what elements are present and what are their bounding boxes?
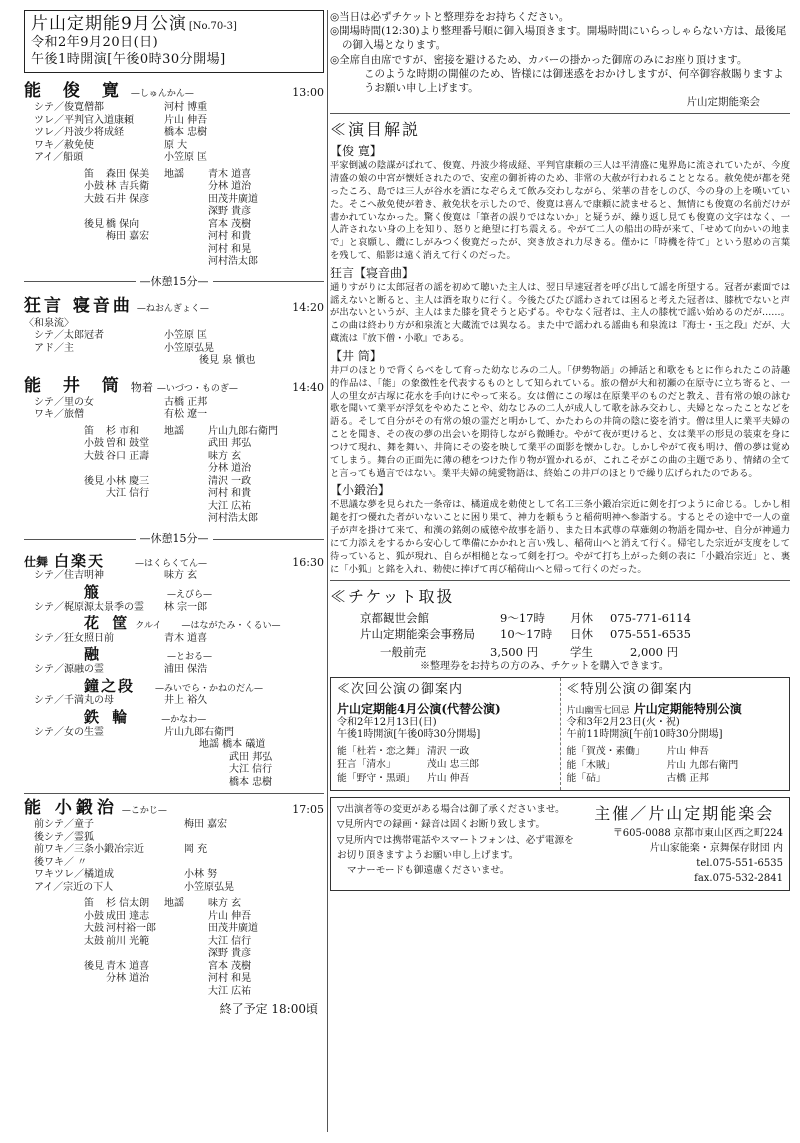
jiutai-name: 武田 邦弘 xyxy=(229,751,273,763)
shimai-cast xyxy=(24,602,324,615)
staff-part: 笛 xyxy=(84,898,94,910)
staff-part xyxy=(164,194,208,207)
staff-part: 小鼓 xyxy=(84,438,104,450)
staff-name: 河村裕一郎 xyxy=(106,923,156,935)
program-shunkan xyxy=(24,81,324,269)
program-time: 13:00 xyxy=(292,85,324,99)
next-actor: 茂山 忠三郎 xyxy=(427,759,480,771)
intermission xyxy=(24,532,324,546)
staff-part xyxy=(84,231,106,244)
staff-name: 杉 信太朗 xyxy=(106,898,150,910)
info-column xyxy=(330,10,790,1136)
jiutai-name: 橋本 忠樹 xyxy=(229,776,273,788)
footer-notes xyxy=(331,798,588,890)
special-actor: 片山 九郎右衛門 xyxy=(666,759,739,771)
staff-part xyxy=(164,438,208,451)
role: シテ／千満丸の母 xyxy=(34,695,114,707)
next-play: 能「野守・黒頭」 xyxy=(337,773,416,785)
staff-part xyxy=(84,513,106,526)
special-actor: 片山 伸吾 xyxy=(666,745,709,757)
program-time: 14:40 xyxy=(292,380,324,394)
special-play: 能「木賊」 xyxy=(566,759,616,771)
special-actor: 古橋 正邦 xyxy=(666,773,709,785)
staff-name: 大江 信行 xyxy=(106,488,150,500)
staff-name: 河村浩太郎 xyxy=(208,513,258,525)
program-reading: —ねおんぎょく— xyxy=(136,304,209,315)
performer: 小笠原弘晃 xyxy=(184,881,234,893)
program-title: 能 井 筒 xyxy=(24,375,127,396)
shimai-time: 16:30 xyxy=(292,555,324,569)
staff-name: 曽和 鼓堂 xyxy=(106,438,150,450)
cast-list xyxy=(24,102,324,165)
staff-part xyxy=(84,256,106,269)
staff-part xyxy=(164,923,208,936)
staff-part: 笛 xyxy=(84,168,94,180)
staff-name: 林 吉兵衛 xyxy=(106,181,150,192)
organizer xyxy=(588,798,789,890)
staff-part: 太鼓 xyxy=(84,935,104,947)
page-title: 片山定期能9月公演 xyxy=(31,14,187,34)
staff-part xyxy=(164,219,208,232)
shimai-reading: —はながたみ・くるい— xyxy=(181,621,281,631)
staff-part xyxy=(164,986,208,999)
staff-name: 分林 道治 xyxy=(208,463,252,475)
program-reading: —しゅんかん— xyxy=(130,88,194,99)
staff-name: 青木 道喜 xyxy=(208,168,252,180)
shimai-cast xyxy=(24,695,324,708)
cast-list xyxy=(24,397,324,422)
end-time: 終了予定 18:00頃 xyxy=(219,1002,318,1017)
staff-name: 大江 広祐 xyxy=(208,500,252,512)
shimai-jiutai xyxy=(24,739,324,789)
shimai-title: 鉄 輪 xyxy=(84,707,132,726)
notice-block xyxy=(330,10,790,109)
shimai-title: 白楽天 xyxy=(54,551,106,570)
shimai-title: 箙 xyxy=(84,582,108,601)
next-list xyxy=(337,745,554,786)
program-column xyxy=(24,10,324,1136)
notice-signature: 片山定期能楽会 xyxy=(686,96,760,109)
intermission xyxy=(24,275,324,289)
ticket-venue: 京都観世会館 xyxy=(360,611,429,626)
staff-name: 宮本 茂樹 xyxy=(208,218,252,230)
notice-line: ◎当日は必ずチケットと整理券をお持ちください。 xyxy=(330,11,570,23)
cast-list xyxy=(24,819,324,894)
program-title: 能 小鍛治 xyxy=(24,798,118,818)
commentary-heading: 【俊 寛】 xyxy=(330,144,382,159)
ticket-phone: 075-771-6114 xyxy=(610,611,691,626)
role: シテ／源融の霊 xyxy=(34,664,104,675)
staff-name xyxy=(106,206,164,219)
ticket-price xyxy=(330,645,790,661)
role: シテ／太郎冠者 xyxy=(34,330,104,341)
notice-closing: このような時期の開催のため、皆様には御迷惑をおかけしますが、何卒御容赦賜りますようお願い申し上げます。 xyxy=(364,67,784,94)
shimai-reading: —みいでら・かねのだん— xyxy=(155,683,264,694)
program-reading: —こかじ— xyxy=(121,806,167,816)
divider xyxy=(330,113,790,114)
event-time: 午後1時開演[午後0時30分開場] xyxy=(31,51,226,67)
staff-name: 森田 保美 xyxy=(106,168,150,180)
special-play: 能「砧」 xyxy=(566,773,606,785)
staff-name xyxy=(106,513,164,526)
shimai-reading: —はくらくてん— xyxy=(135,558,208,569)
commentary-heading: 【小鍛治】 xyxy=(330,483,391,498)
price-label: 一般前売 xyxy=(380,645,426,660)
shimai-cast xyxy=(24,633,324,646)
divider xyxy=(330,580,790,581)
staff-part: 後見 xyxy=(84,218,104,230)
role: 前シテ／童子 xyxy=(34,819,94,831)
special-list xyxy=(567,745,784,786)
intermission-label: —休憩15分— xyxy=(136,532,213,545)
role: シテ／梶原源太景季の霊 xyxy=(34,601,144,613)
staff-name: 谷口 正壽 xyxy=(106,450,150,462)
program-time: 14:20 xyxy=(292,301,324,315)
program-reading: —いづつ・ものぎ— xyxy=(156,383,238,394)
special-name: 片山定期能特別公演 xyxy=(633,701,742,716)
ticket-closed: 日休 xyxy=(570,626,593,641)
staff-name: 片山九郎右衛門 xyxy=(208,425,278,437)
staff-part xyxy=(164,256,208,269)
staff-name: 大江 広祐 xyxy=(208,985,252,997)
program-variant: 物着 xyxy=(130,380,153,394)
staff-name: 前川 光範 xyxy=(106,935,150,947)
performer: 小笠原 匡 xyxy=(164,330,208,341)
staff-part xyxy=(164,948,208,961)
staff-name: 河村 和晃 xyxy=(208,243,252,255)
shimai-cast xyxy=(24,664,324,677)
ticket-section xyxy=(330,587,790,673)
divider xyxy=(24,793,324,794)
role: シテ／女の生霊 xyxy=(34,726,104,738)
staff-name: 分林 道治 xyxy=(106,973,150,985)
role: ワキ／赦免使 xyxy=(34,139,94,151)
staff-name: 大江 信行 xyxy=(208,935,252,947)
program-shimai xyxy=(24,552,324,790)
staff-part: 地謡 xyxy=(164,898,184,910)
commentary-heading: 狂言【寝音曲】 xyxy=(330,265,415,280)
staff-part xyxy=(84,244,106,257)
special-title: ≪特別公演の御案内 xyxy=(566,682,693,698)
staff-name: 梅田 嘉宏 xyxy=(106,231,150,242)
role: アイ／船頭 xyxy=(34,152,84,163)
event-date: 令和2年9月20日(日) xyxy=(31,35,159,51)
staff-part xyxy=(84,948,106,961)
performer: 浦田 保浩 xyxy=(164,664,208,675)
price-value: 2,000 円 xyxy=(630,645,679,660)
staff-part: 地謡 xyxy=(164,168,184,180)
commentary-text: 平家倒滅の陰謀がばれて、俊寛、丹波少将成経、平判官康頼の三人は平清盛に鬼界島に流されていたが、今度清盛の娘の中宮が懐妊されたので、安産の御祈祷のため、非常の大赦が行われることとなる。赦免使が都を発ったころ、島では三人が谷水を酒になぞらえて飲み交わしながら、栄華の昔をしのび、今の身の上を嘆いていた。そこへ赦免使が着き、赦免状を示したので、俊寛は喜んで康頼に読ませると、無情にも俊寛の名前だけが書かれていなかった。驚く俊寛は「筆者の誤りではないか」と疑うが、繰り返し見ても俊寛の文字はなく、一人許されない身の上を知り、怒りと絶望に打ち震える。やがて二人の船出の時が来て、「せめて向かいの地まで」と哀願し、纜にしがみつく俊寛だったが、突き放され力尽きる。僅かに「時機を待て」という慰めの言葉を残して、船影は遠く消えて行くのだった。 xyxy=(330,160,790,261)
next-play: 狂言「清水」 xyxy=(337,759,396,771)
role: 後ワキ／ 〃 xyxy=(34,856,88,868)
commentary-text: 井戸のほとりで背くらべをして育った幼なじみの二人。「伊勢物語」の挿話と和歌をもとに作られたこの詩趣的作品は、「能」の象徴性を代表するものとして知られている。旅の僧が大和初瀬の在原寺に立ち寄ると、一人の里女が古塚に花水を手向けにやって来る。女は僧にこの塚は在原業平のものだと教え、昔有常の娘の詠む歌を聞いて業平が浮気をやめたことや、幼なじみの二人が成人して歌を詠み交わし、夫婦となったことなどを語る。そして自分がその有常の娘の霊だと明かして、かたわらの井筒の陰に姿を消す。僧は里人に業平夫婦のことを聞き、その夜の夢の出会いを期待しながら微睡む。やがて夜が更けると、女は業平の形見の装束を身につけて現れ、舞を舞い、井筒にその姿を映して業平の面影を懐かしむ。しかしやがて夜も明け、僧の夢は覚めてしまう。舞台の正面先に薄の穂をつけた作り物が置かれるが、これこそがこの曲の主題であり、情緒の全てと言っても過言ではない。業平夫婦の純愛物語は、終始この井戸のほとりで繰り広げられたのである。 xyxy=(330,364,790,479)
role: シテ／住吉明神 xyxy=(34,570,104,582)
organizer-foundation: 片山家能楽・京舞保存財団 内 xyxy=(649,843,783,855)
staff-part xyxy=(84,206,106,219)
cast-list xyxy=(24,330,324,355)
role: シテ／狂女照日前 xyxy=(34,632,114,644)
staff-part xyxy=(84,986,106,999)
next-actor: 片山 伸吾 xyxy=(427,773,470,785)
performer xyxy=(184,832,294,845)
special-date: 令和3年2月23日(火・祝) xyxy=(566,716,680,728)
title-box xyxy=(24,10,324,73)
staff-name: 青木 道喜 xyxy=(106,960,150,972)
next-performance xyxy=(331,678,560,790)
ticket-note: ※整理券をお持ちの方のみ、チケットを購入できます。 xyxy=(420,660,669,672)
performer xyxy=(184,857,294,870)
next-actor: 清沢 一政 xyxy=(427,745,470,757)
commentary-text: 不思議な夢を見られた一条帝は、橘道成を勅使として名工三条小鍛冶宗近に剣を打つように命じる。しかし相鎚を打つ優れた者がいないことに困り果て、神力を頼もうと稲荷明神へ参詣する。するとその途中で一人の童子が声を掛けて来て、和漢の銘剣の威徳や故事を語り、また日本武尊の草薙剣の物語を聞かせ、自分が神通力にて力添えをするから安心して準備にかかれと言い残し、稲荷山へと消えて行く。帰宅した宗近が支度をして待っていると、狐が現れ、自らが相槌となって剣を打つ。やがて打ち上がった剣の表に「小鍛冶宗近」と、裏に「小狐」と銘を入れ、勅使に捧げて再び稲荷山へと帰って行くのだった。 xyxy=(330,499,790,575)
shimai-title: 花 筐 xyxy=(84,614,132,632)
staff-part xyxy=(164,501,208,514)
price-label: 学生 xyxy=(570,645,593,660)
shimai-reading: —えびら— xyxy=(167,589,213,600)
performer: 片山九郎右衛門 xyxy=(164,726,234,738)
performer: 古橋 正邦 xyxy=(164,396,208,408)
performer: 梅田 嘉宏 xyxy=(184,819,228,831)
commentary-heading: 【井 筒】 xyxy=(330,348,382,363)
column-divider xyxy=(327,10,328,1132)
staff-name: 石井 保彦 xyxy=(106,193,150,205)
role: シテ／俊寛僧都 xyxy=(34,102,104,113)
price-value: 3,500 円 xyxy=(490,645,539,660)
program-izutsu xyxy=(24,376,324,526)
ticket-closed: 月休 xyxy=(570,611,593,626)
staff-name: 橋 保向 xyxy=(106,218,140,230)
organizer-address: 〒605-0088 京都市東山区西之町224 xyxy=(612,828,783,840)
role: ワキ／旅僧 xyxy=(34,409,84,421)
program-time: 17:05 xyxy=(292,803,324,816)
staff-name: 田茂井廣道 xyxy=(208,193,258,205)
performer: 河村 博重 xyxy=(164,102,208,113)
jiutai-name: 地謡 橋本 礒道 xyxy=(199,739,266,750)
organizer-tel: tel.075-551-6535 xyxy=(696,858,783,870)
staff-name: 河村 和貴 xyxy=(208,231,252,242)
role: アイ／宗近の下人 xyxy=(34,881,114,893)
staff-name: 深野 貴彦 xyxy=(208,206,252,217)
staff-name: 宮本 茂樹 xyxy=(208,960,252,972)
performer: 井上 裕久 xyxy=(164,695,208,707)
performer: 林 宗一郎 xyxy=(164,601,208,613)
special-prefix: 片山幽雪七回忌 xyxy=(566,705,630,716)
performer: 小笠原弘晃 xyxy=(164,342,214,354)
shimai-reading: —とおる— xyxy=(167,652,213,663)
staff-name: 小林 慶三 xyxy=(106,475,150,487)
role: ツレ／丹波少将成経 xyxy=(34,127,124,138)
program-title: 能 俊 寛 xyxy=(24,80,127,101)
staff-list xyxy=(24,169,324,269)
staff-part: 小鼓 xyxy=(84,910,104,922)
staff-part xyxy=(164,936,208,949)
performer: 橋本 忠樹 xyxy=(164,127,208,138)
next-date: 令和2年12月13日(日) xyxy=(337,716,437,728)
staff-part: 大鼓 xyxy=(84,923,104,935)
special-play: 能「賀茂・素働」 xyxy=(566,745,645,757)
staff-name: 武田 邦弘 xyxy=(208,438,252,450)
jiutai-name: 大江 信行 xyxy=(229,764,273,775)
commentary-text: 通りすがりに太郎冠者の謡を初めて聴いた主人は、翌日早速冠者を呼び出して謡を所望する。冠者が素面では謡えないと断ると、主人は酒を取りに行く。今後たびたび謡わされては困ると考えた冠者は、膝枕でないと声が出ないというが、主人はまた膝を貸そうと応ずる。やむなく冠者は、主人の膝枕で謡い始めるのだが……。この曲は終わり方が和泉流と大蔵流では異なる。また中で謡われる謡曲も和泉流は『海士・玉之段』だが、大蔵流は『放下僧・小歌』である。 xyxy=(330,281,790,345)
role: シテ／里の女 xyxy=(34,396,94,408)
shimai-cast xyxy=(24,570,324,583)
staff-name: 味方 玄 xyxy=(208,450,242,462)
ticket-hours: 9～17時 xyxy=(500,611,545,626)
footer-note: ▽見所内での録画・録音は固くお断り致します。 xyxy=(337,819,546,831)
program-kokaji xyxy=(24,798,324,1017)
staff-part xyxy=(164,961,208,974)
staff-name xyxy=(106,501,164,514)
staff-part xyxy=(164,513,208,526)
shimai-cast xyxy=(24,727,324,740)
staff-list xyxy=(24,426,324,526)
program-title: 狂言 寝音曲 xyxy=(24,296,133,317)
performer: 小林 努 xyxy=(184,869,218,881)
role: ツレ／平判官入道康頼 xyxy=(34,114,134,126)
intermission-label: —休憩15分— xyxy=(136,275,213,288)
performer: 原 大 xyxy=(164,139,188,151)
organizer-fax: fax.075-532-2841 xyxy=(694,873,783,885)
staff-list xyxy=(24,898,324,998)
staff-name xyxy=(106,256,164,269)
next-title: ≪次回公演の御案内 xyxy=(337,682,464,698)
staff-part: 後見 xyxy=(84,475,104,487)
staff-name xyxy=(106,948,164,961)
performer: 小笠原 匡 xyxy=(164,152,208,163)
role: 前ワキ／三条小鍛冶宗近 xyxy=(34,844,144,856)
staff-name: 片山 伸吾 xyxy=(208,910,252,922)
shimai-label: 仕舞 xyxy=(24,554,49,569)
staff-part xyxy=(164,973,208,986)
staff-name: 清沢 一政 xyxy=(208,475,252,487)
commentary xyxy=(330,120,790,576)
footer-note: ▽出演者等の変更がある場合は御了承くださいませ。 xyxy=(337,804,565,816)
staff-part xyxy=(84,973,106,986)
performer: 青木 道喜 xyxy=(164,632,208,644)
staff-part xyxy=(164,451,208,464)
staff-name: 分林 道治 xyxy=(208,181,252,192)
staff-part: 後見 xyxy=(84,960,104,972)
ticket-hours: 10～17時 xyxy=(500,626,553,641)
school: 〈和泉流〉 xyxy=(24,317,74,329)
staff-part xyxy=(164,244,208,257)
notice-line: ◎開場時間(12:30)より整理番号順に御入場頂きます。開場時間にいらっしゃらない方は、最後尾の御入場となります。 xyxy=(330,25,787,52)
staff-part xyxy=(84,463,106,476)
staff-name: 深野 貴彦 xyxy=(208,948,252,960)
performer: 片山 伸吾 xyxy=(164,114,208,126)
issue-number: [No.70-3] xyxy=(188,21,237,32)
koken: 後見 泉 愼也 xyxy=(199,355,256,366)
role: ワキツレ／橘道成 xyxy=(34,869,114,881)
special-performance xyxy=(560,678,790,790)
staff-part xyxy=(164,476,208,489)
special-time: 午前11時開演[午前10時30分開場] xyxy=(566,729,723,741)
staff-name: 河村 和貴 xyxy=(208,488,252,500)
staff-name: 河村 和晃 xyxy=(208,973,252,985)
staff-part: 地謡 xyxy=(164,425,184,437)
staff-name xyxy=(106,986,164,999)
staff-part xyxy=(164,231,208,244)
shimai-title: 融 xyxy=(84,645,108,664)
program-neongyoku xyxy=(24,296,324,367)
footer-note: ▽見所内では携帯電話やスマートフォンは、必ず電源をお切り頂きますようお願い申し上げます。 xyxy=(337,834,574,862)
commentary-title: ≪演目解説 xyxy=(330,120,421,140)
staff-name xyxy=(106,463,164,476)
ticket-phone: 075-551-6535 xyxy=(610,626,691,641)
staff-name: 成田 達志 xyxy=(106,910,150,922)
shimai-reading: —かなわ— xyxy=(161,714,207,725)
staff-name xyxy=(106,244,164,257)
ticket-venue: 片山定期能楽会事務局 xyxy=(360,626,475,641)
performer: 味方 玄 xyxy=(164,570,198,582)
organizer-name: 主催／片山定期能楽会 xyxy=(594,804,775,824)
staff-part: 大鼓 xyxy=(84,193,104,205)
shimai-title: 鐘之段 xyxy=(84,676,136,695)
staff-part xyxy=(164,911,208,924)
footer xyxy=(330,797,790,891)
staff-part xyxy=(164,206,208,219)
staff-name: 田茂井廣道 xyxy=(208,923,258,935)
shimai-extra: クルイ xyxy=(135,621,162,631)
performer: 有松 遼一 xyxy=(164,409,208,421)
staff-name: 河村浩太郎 xyxy=(208,256,258,267)
staff-part xyxy=(164,463,208,476)
staff-part: 小鼓 xyxy=(84,181,104,192)
next-name: 片山定期能4月公演(代替公演) xyxy=(337,701,501,716)
staff-part xyxy=(164,488,208,501)
notice-line: ◎全席自由席ですが、密接を避けるため、カバーの掛かった御席のみにお座り頂けます。 xyxy=(330,53,748,66)
ticket-title: ≪チケット取扱 xyxy=(330,587,455,607)
ticket-table xyxy=(330,611,790,642)
staff-name: 味方 玄 xyxy=(208,898,242,910)
staff-part: 大鼓 xyxy=(84,450,104,462)
announcements xyxy=(330,677,790,791)
role: 後シテ／霊狐 xyxy=(34,831,94,843)
staff-name: 杉 市和 xyxy=(106,425,140,437)
role: アド／主 xyxy=(34,342,74,354)
staff-part xyxy=(84,501,106,514)
footer-note: マナーモードも御遠慮くださいませ。 xyxy=(347,865,510,877)
next-time: 午後1時開演[午後0時30分開場] xyxy=(337,729,481,741)
next-play: 能「杜若・恋之舞」 xyxy=(337,745,426,757)
staff-part xyxy=(164,181,208,194)
staff-part: 笛 xyxy=(84,425,94,437)
performer: 岡 充 xyxy=(184,844,208,856)
staff-part xyxy=(84,488,106,501)
